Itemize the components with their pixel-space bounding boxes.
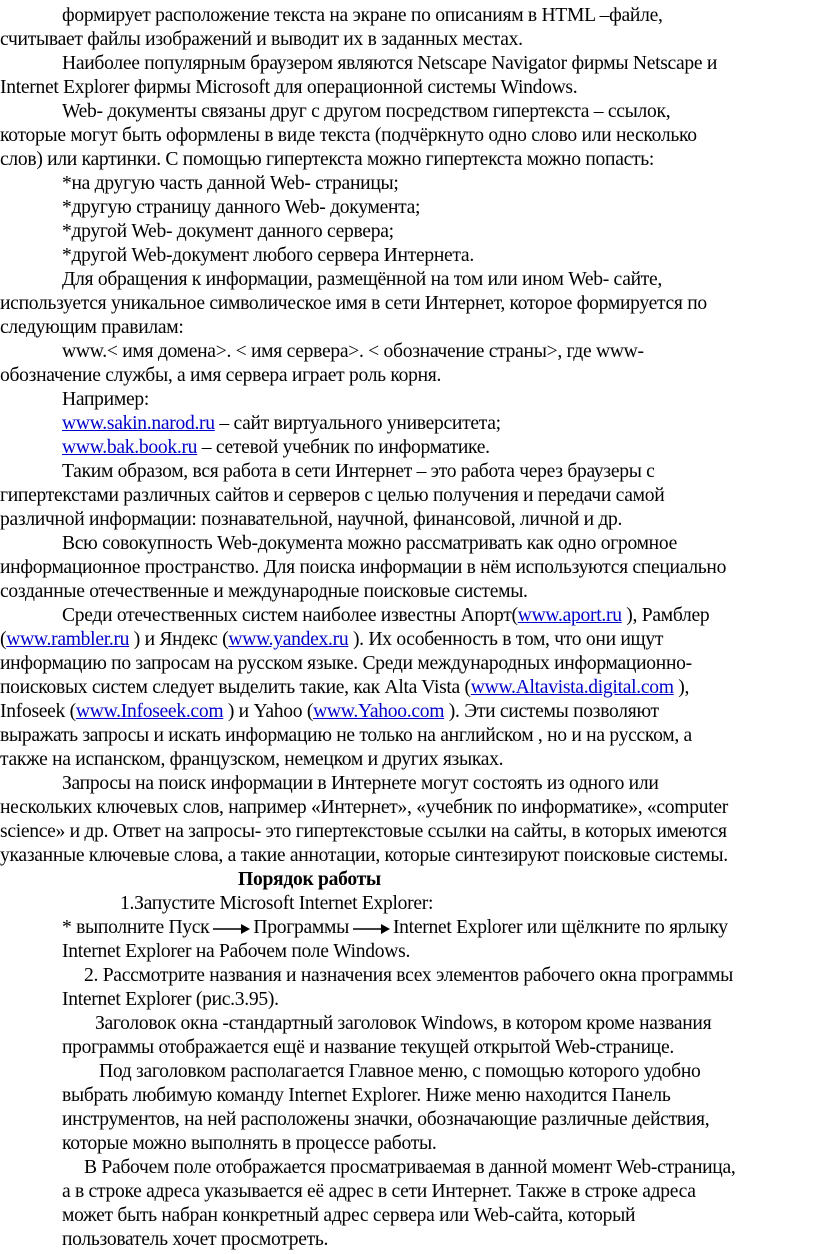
text-line: формирует расположение текста на экране по описаниям в HTML –файле, xyxy=(62,5,663,26)
text-line: Web- документы связаны друг с другом посредством гипертекста – ссылок, xyxy=(62,101,671,122)
text-line: В Рабочем поле отображается просматриваемая в данной момент Web-страница, xyxy=(84,1157,736,1178)
text-line: выражать запросы и искать информацию не только на английском , но и на русском, а xyxy=(0,725,692,746)
text-span: Программы xyxy=(253,917,349,938)
text-line: информацию по запросам на русском языке. Среди международных информационно- xyxy=(0,653,692,674)
text-line: следующим правилам: xyxy=(0,317,184,338)
text-line: слов) или картинки. С помощью гипертекста можно гипертекста можно попасть: xyxy=(0,149,655,170)
text-span: ). Их особенность в том, что они ищут xyxy=(348,629,664,650)
text-line: Internet Explorer фирмы Microsoft для операционной системы Windows. xyxy=(0,77,578,98)
text-line: которые могут быть оформлены в виде текста (подчёркнуто одно слово или несколько xyxy=(0,125,697,146)
text-line: пользователь хочет просмотреть. xyxy=(62,1229,329,1250)
text-span: Internet Explorer или щёлкните по ярлыку xyxy=(392,917,728,938)
list-item: *другой Web-документ любого сервера Интернета. xyxy=(62,245,474,266)
text-line: указанные ключевые слова, а такие аннотации, которые синтезируют поисковые системы. xyxy=(0,845,728,866)
text-line xyxy=(0,676,816,700)
text-line: 2. Рассмотрите названия и назначения всех элементов рабочего окна программы xyxy=(84,965,733,986)
list-item: *другой Web- документ данного сервера; xyxy=(62,221,394,242)
text-line: выбрать любимую команду Internet Explorer. Ниже меню находится Панель xyxy=(62,1085,671,1106)
text-line: инструментов, на ней расположены значки, обозначающие различные действия, xyxy=(62,1109,710,1130)
text-line: информационное пространство. Для поиска информации в нём используются специально xyxy=(0,557,727,578)
text-line: нескольких ключевых слов, например «Интернет», «учебник по информатике», «computer xyxy=(0,797,728,818)
text-span: поисковых систем следует выделить такие, как Alta Vista ( xyxy=(0,677,471,698)
link-yandex[interactable]: www.yandex.ru xyxy=(228,629,349,650)
link-description: – сетевой учебник по информатике. xyxy=(197,437,490,458)
text-line xyxy=(0,604,816,628)
text-line: Internet Explorer (рис.3.95). xyxy=(62,989,279,1010)
text-line: гипертекстами различных сайтов и серверов с целью получения и передачи самой xyxy=(0,485,665,506)
list-item: *другую страницу данного Web- документа; xyxy=(62,197,421,218)
link-rambler[interactable]: www.rambler.ru xyxy=(6,629,130,650)
link-yahoo[interactable]: www.Yahoo.com xyxy=(313,701,445,722)
text-span: ( xyxy=(0,629,7,650)
text-line: Для обращения к информации, размещённой на том или ином Web- сайте, xyxy=(62,269,663,290)
text-line: Наиболее популярным браузером являются Netscape Navigator фирмы Netscape и xyxy=(62,53,718,74)
text-line: Всю совокупность Web-документа можно рассматривать как одно огромное xyxy=(62,533,677,554)
text-line: 1.Запустите Microsoft Internet Explorer: xyxy=(120,893,434,914)
text-span: ) и Yahoo ( xyxy=(223,701,314,722)
text-line: www.< имя домена>. < имя сервера>. < обозначение страны>, где www- xyxy=(62,341,644,362)
text-line: Например: xyxy=(62,389,149,410)
link-infoseek[interactable]: www.Infoseek.com xyxy=(75,701,224,722)
text-line: Под заголовком располагается Главное меню, с помощью которого удобно xyxy=(99,1061,701,1082)
text-span: ), Рамблер xyxy=(621,605,710,626)
text-line xyxy=(0,628,816,652)
text-line: также на испанском, французском, немецком и других языках. xyxy=(0,749,504,770)
text-line xyxy=(0,916,816,940)
text-line: которые можно выполнять в процессе работы. xyxy=(62,1133,437,1154)
text-line: а в строке адреса указывается её адрес в сети Интернет. Также в строке адреса xyxy=(62,1181,696,1202)
text-line: science» и др. Ответ на запросы- это гипертекстовые ссылки на сайты, в которых имеются xyxy=(0,821,727,842)
text-line: обозначение службы, а имя сервера играет роль корня. xyxy=(0,365,442,386)
text-line xyxy=(0,412,816,436)
text-line xyxy=(0,700,816,724)
link-bak-book[interactable]: www.bak.book.ru xyxy=(62,437,198,458)
section-heading: Порядок работы xyxy=(238,869,381,890)
text-line: Запросы на поиск информации в Интернете могут состоять из одного или xyxy=(62,773,659,794)
text-line xyxy=(0,436,816,460)
text-line: различной информации: познавательной, научной, финансовой, личной и др. xyxy=(0,509,623,530)
text-span: ) и Яндекс ( xyxy=(129,629,229,650)
link-description: – сайт виртуального университета; xyxy=(214,413,501,434)
text-line: используется уникальное символическое имя в сети Интернет, которое формируется по xyxy=(0,293,707,314)
text-span: * выполните Пуск xyxy=(62,917,210,938)
link-aport[interactable]: www.aport.ru xyxy=(517,605,622,626)
list-item: *на другую часть данной Web- страницы; xyxy=(62,173,399,194)
text-line: Таким образом, вся работа в сети Интернет – это работа через браузеры с xyxy=(62,461,655,482)
text-line: может быть набран конкретный адрес сервера или Web-сайта, который xyxy=(62,1205,636,1226)
text-line: программы отображается ещё и название текущей открытой Web-странице. xyxy=(62,1037,674,1058)
link-sakin[interactable]: www.sakin.narod.ru xyxy=(62,413,215,434)
text-span: ). Эти системы позволяют xyxy=(444,701,659,722)
text-span: ), xyxy=(673,677,690,698)
text-line: Заголовок окна -стандартный заголовок Windows, в котором кроме названия xyxy=(95,1013,712,1034)
text-span: Infoseek ( xyxy=(0,701,76,722)
text-line: Internet Explorer на Рабочем поле Windows. xyxy=(62,941,411,962)
arrow-right-icon xyxy=(211,922,251,936)
link-altavista[interactable]: www.Altavista.digital.com xyxy=(470,677,674,698)
text-line: созданные отечественные и международные поисковые системы. xyxy=(0,581,528,602)
text-span: Среди отечественных систем наиболее известны Апорт( xyxy=(62,605,518,626)
arrow-right-icon xyxy=(351,922,391,936)
text-line: считывает файлы изображений и выводит их в заданных местах. xyxy=(0,29,523,50)
